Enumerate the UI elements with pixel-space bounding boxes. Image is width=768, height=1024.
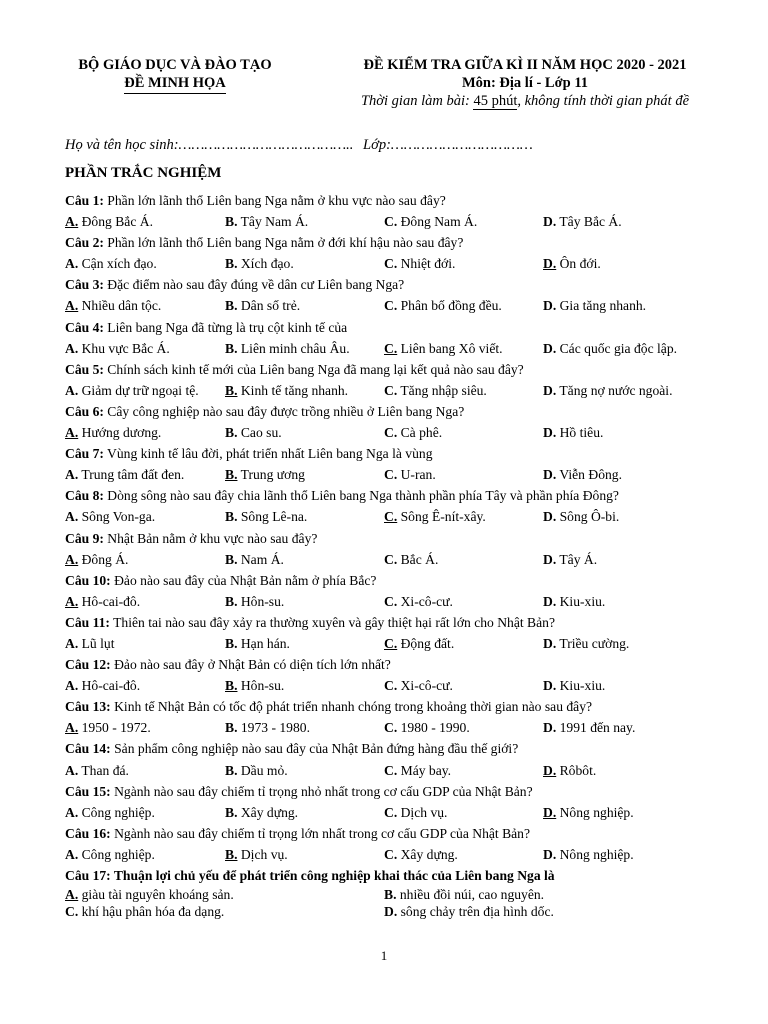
question-text: Nhật Bản nằm ở khu vực nào sau đây?: [103, 530, 318, 546]
exam-type-label: ĐỀ MINH HỌA: [124, 74, 226, 94]
answer-option[interactable]: [65, 549, 128, 570]
option-text: Hồ tiêu.: [556, 425, 604, 441]
option-key: A.: [65, 762, 79, 778]
answer-option[interactable]: [225, 802, 298, 823]
option-key: A.: [65, 467, 79, 483]
option-key: B.: [225, 509, 238, 525]
answer-option[interactable]: [384, 549, 438, 570]
question-text: Thuận lợi chủ yếu để phát triển công nghiệp khai thác của Liên bang Nga là: [110, 868, 555, 883]
option-text: 1980 - 1990.: [397, 720, 470, 736]
option-key: B.: [225, 425, 238, 441]
question-list: [65, 190, 745, 920]
answer-option[interactable]: [384, 211, 477, 232]
time-prefix: Thời gian làm bài:: [360, 93, 474, 109]
option-key: C.: [384, 214, 398, 230]
question-label: Câu 12:: [65, 657, 111, 673]
subject-line: Môn: Địa lí - Lớp 11: [461, 75, 589, 91]
question-label: Câu 14:: [65, 741, 111, 757]
answer-option[interactable]: [543, 591, 605, 612]
option-key: B.: [225, 593, 238, 609]
option-text: Đông Á.: [78, 551, 129, 567]
option-key: A.: [65, 678, 79, 694]
option-text: Đông Nam Á.: [397, 214, 478, 230]
option-text: Cà phê.: [397, 425, 443, 441]
options-row: [65, 802, 745, 823]
option-key: D.: [543, 256, 557, 272]
options-row: [65, 675, 745, 696]
question-stem: [65, 359, 745, 380]
answer-option[interactable]: [225, 253, 294, 274]
option-text: Hôn-su.: [237, 678, 285, 694]
option-text: Xây dựng.: [397, 846, 458, 862]
answer-option[interactable]: [543, 760, 596, 781]
options-row: [65, 633, 745, 654]
option-text: Giảm dự trữ ngoại tệ.: [78, 382, 199, 398]
option-key: A.: [65, 509, 79, 525]
question-label: Câu 10:: [65, 572, 111, 588]
option-text: Dịch vụ.: [237, 846, 288, 862]
answer-option[interactable]: [384, 591, 453, 612]
answer-option[interactable]: [65, 464, 184, 485]
option-key: A.: [65, 593, 79, 609]
question-label: Câu 16:: [65, 825, 111, 841]
option-text: Nhiệt đới.: [397, 256, 456, 272]
question-text: Cây công nghiệp nào sau đây được trồng nhiều ở Liên bang Nga?: [103, 403, 465, 419]
option-text: Dầu mỏ.: [237, 762, 288, 778]
question-stem: [65, 232, 745, 253]
option-text: Khu vực Bắc Á.: [78, 340, 170, 356]
option-text: Sông Ô-bi.: [556, 509, 620, 525]
option-key: C.: [384, 256, 398, 272]
option-text: Tây Bắc Á.: [556, 214, 622, 230]
option-text: Sông Lê-na.: [237, 509, 308, 525]
question-text: Đảo nào sau đây của Nhật Bản nằm ở phía Bắc?: [110, 572, 377, 588]
option-key: D.: [543, 382, 557, 398]
option-key: B.: [384, 887, 397, 903]
option-key: B.: [225, 846, 238, 862]
option-key: B.: [225, 298, 238, 314]
option-key: C.: [384, 298, 398, 314]
option-key: B.: [225, 256, 238, 272]
option-key: A.: [65, 551, 79, 567]
answer-option[interactable]: [543, 464, 622, 485]
option-text: nhiều đồi núi, cao nguyên.: [396, 887, 545, 903]
question-label: Câu 8:: [65, 488, 104, 504]
options-row: [65, 506, 745, 527]
option-key: D.: [384, 904, 398, 920]
answer-option[interactable]: [225, 380, 348, 401]
option-text: U-ran.: [397, 467, 436, 483]
options-row: [65, 253, 745, 274]
option-text: Than đá.: [78, 762, 129, 778]
question-label: Câu 11:: [65, 614, 110, 630]
option-text: Sông Von-ga.: [78, 509, 156, 525]
answer-option[interactable]: [65, 633, 114, 654]
option-text: Rôbôt.: [556, 762, 597, 778]
answer-option[interactable]: [543, 675, 605, 696]
answer-option[interactable]: [225, 506, 307, 527]
answer-option[interactable]: [384, 802, 447, 823]
option-key: D.: [543, 593, 557, 609]
option-key: B.: [225, 382, 238, 398]
option-text: Tăng nợ nước ngoài.: [556, 382, 673, 398]
option-key: D.: [543, 635, 557, 651]
answer-option[interactable]: [225, 760, 288, 781]
answer-option[interactable]: [65, 506, 155, 527]
answer-option[interactable]: [384, 675, 453, 696]
answer-option[interactable]: [543, 633, 629, 654]
answer-option[interactable]: [543, 717, 635, 738]
question-stem: [65, 274, 745, 295]
answer-option[interactable]: [225, 464, 305, 485]
question-stem: [65, 865, 745, 886]
option-text: Đông Bắc Á.: [78, 214, 153, 230]
option-text: 1973 - 1980.: [237, 720, 310, 736]
answer-option[interactable]: [384, 506, 486, 527]
option-key: B.: [225, 762, 238, 778]
question-label: Câu 17:: [65, 868, 111, 883]
student-info-line: [65, 137, 539, 154]
options-row: [65, 380, 745, 401]
option-text: Cận xích đạo.: [78, 256, 157, 272]
question-stem: [65, 317, 745, 338]
options-row: [65, 211, 745, 232]
option-key: B.: [225, 340, 238, 356]
question-text: Chính sách kinh tế mới của Liên bang Nga đã mang lại kết quả nào sau đây?: [103, 361, 524, 377]
answer-option[interactable]: [543, 295, 646, 316]
question-stem: [65, 823, 745, 844]
answer-option[interactable]: [384, 295, 502, 316]
option-text: 1991 đến nay.: [556, 720, 636, 736]
answer-option[interactable]: [543, 211, 622, 232]
question-text: Đảo nào sau đây ở Nhật Bản có diện tích lớn nhất?: [110, 657, 391, 673]
option-key: D.: [543, 298, 557, 314]
option-text: Nông nghiệp.: [556, 846, 634, 862]
answer-option[interactable]: [543, 253, 601, 274]
option-key: B.: [225, 467, 238, 483]
question-stem: [65, 528, 745, 549]
option-key: C.: [65, 904, 79, 920]
answer-option[interactable]: [543, 802, 634, 823]
option-key: C.: [384, 846, 398, 862]
option-text: Gia tăng nhanh.: [556, 298, 647, 314]
answer-option[interactable]: [384, 253, 455, 274]
option-text: Công nghiệp.: [78, 846, 155, 862]
question-text: Đặc điểm nào sau đây đúng về dân cư Liên bang Nga?: [103, 277, 405, 293]
option-text: Phân bố đồng đều.: [397, 298, 502, 314]
question-text: Dòng sông nào sau đây chia lãnh thổ Liên bang Nga thành phần phía Tây và phần phía Đông?: [103, 488, 619, 504]
option-text: Xây dựng.: [237, 804, 299, 820]
option-text: Hô-cai-đô.: [78, 593, 141, 609]
answer-option[interactable]: [225, 844, 288, 865]
option-text: Xi-cô-cư.: [397, 678, 453, 694]
option-key: D.: [543, 762, 557, 778]
answer-option[interactable]: [543, 549, 597, 570]
question-stem: [65, 190, 745, 211]
page-number: 1: [380, 948, 388, 963]
answer-option[interactable]: [384, 464, 436, 485]
option-text: Máy bay.: [397, 762, 452, 778]
option-key: D.: [543, 214, 557, 230]
option-key: D.: [543, 846, 557, 862]
answer-option[interactable]: [65, 591, 140, 612]
option-key: B.: [225, 720, 238, 736]
header-right: [315, 56, 735, 110]
options-row: [65, 549, 745, 570]
question-label: Câu 7:: [65, 446, 104, 462]
option-key: A.: [65, 720, 79, 736]
answer-option[interactable]: [65, 802, 155, 823]
exam-title: ĐỀ KIỂM TRA GIỮA KÌ II NĂM HỌC 2020 - 2021: [363, 57, 687, 73]
option-text: khí hậu phân hóa đa dạng.: [78, 904, 225, 920]
options-row: [65, 464, 745, 485]
option-key: C.: [384, 635, 398, 651]
option-text: 1950 - 1972.: [78, 720, 151, 736]
answer-option[interactable]: [225, 295, 300, 316]
answer-option[interactable]: [543, 506, 619, 527]
question-stem: [65, 738, 745, 759]
option-text: Liên bang Xô viết.: [397, 340, 503, 356]
question-text: Ngành nào sau đây chiếm tỉ trọng lớn nhất trong cơ cấu GDP của Nhật Bản?: [110, 825, 531, 841]
option-text: Lũ lụt: [78, 635, 115, 651]
time-line: [315, 92, 735, 110]
answer-option[interactable]: [384, 380, 487, 401]
option-text: Kinh tế tăng nhanh.: [237, 382, 349, 398]
option-text: Xích đạo.: [237, 256, 294, 272]
answer-option[interactable]: [65, 844, 155, 865]
option-text: Tây Á.: [556, 551, 598, 567]
question-text: Liên bang Nga đã từng là trụ cột kinh tế của: [103, 319, 348, 335]
option-key: B.: [225, 804, 238, 820]
option-key: C.: [384, 762, 398, 778]
options-row: [65, 903, 745, 920]
option-text: Triều cường.: [556, 635, 630, 651]
answer-option[interactable]: [65, 295, 161, 316]
question-label: Câu 3:: [65, 277, 104, 293]
option-key: D.: [543, 678, 557, 694]
options-row: [65, 717, 745, 738]
option-text: Nhiều dân tộc.: [78, 298, 162, 314]
option-key: C.: [384, 804, 398, 820]
question-text: Kinh tế Nhật Bản có tốc độ phát triển nhanh chóng trong khoảng thời gian nào sau đây?: [110, 699, 593, 715]
option-key: C.: [384, 593, 398, 609]
option-key: C.: [384, 509, 398, 525]
question-stem: [65, 443, 745, 464]
option-text: Bắc Á.: [397, 551, 439, 567]
options-row: [65, 886, 745, 903]
answer-option[interactable]: [543, 844, 634, 865]
answer-option[interactable]: [225, 675, 284, 696]
ministry-name: BỘ GIÁO DỤC VÀ ĐÀO TẠO: [78, 57, 272, 73]
answer-option[interactable]: [65, 903, 224, 920]
option-text: Công nghiệp.: [78, 804, 155, 820]
option-text: Hướng dương.: [78, 425, 162, 441]
question-stem: [65, 401, 745, 422]
option-key: A.: [65, 256, 79, 272]
option-text: Sông Ê-nít-xây.: [397, 509, 486, 525]
option-text: Xi-cô-cư.: [397, 593, 453, 609]
answer-option[interactable]: [65, 338, 170, 359]
option-text: Dịch vụ.: [397, 804, 448, 820]
question-label: Câu 5:: [65, 361, 104, 377]
answer-option[interactable]: [384, 760, 451, 781]
answer-option[interactable]: [384, 422, 442, 443]
option-key: C.: [384, 340, 398, 356]
option-key: D.: [543, 509, 557, 525]
option-key: D.: [543, 720, 557, 736]
options-row: [65, 844, 745, 865]
answer-option[interactable]: [65, 717, 151, 738]
options-row: [65, 591, 745, 612]
option-key: D.: [543, 804, 557, 820]
option-key: C.: [384, 551, 398, 567]
time-suffix: , không tính thời gian phát đề: [517, 93, 690, 109]
option-key: A.: [65, 804, 79, 820]
answer-option[interactable]: [543, 422, 603, 443]
option-key: A.: [65, 425, 79, 441]
option-key: B.: [225, 214, 238, 230]
options-row: [65, 422, 745, 443]
option-key: B.: [225, 678, 238, 694]
question-label: Câu 15:: [65, 783, 111, 799]
option-key: D.: [543, 340, 557, 356]
question-text: Ngành nào sau đây chiếm tỉ trọng nhỏ nhất trong cơ cấu GDP của Nhật Bản?: [110, 783, 533, 799]
question-label: Câu 13:: [65, 699, 111, 715]
question-text: Phần lớn lãnh thổ Liên bang Nga nằm ở khu vực nào sau đây?: [103, 193, 446, 208]
answer-option[interactable]: [543, 380, 672, 401]
option-key: C.: [384, 720, 398, 736]
question-text: Phần lớn lãnh thổ Liên bang Nga nằm ở đới khí hậu nào sau đây?: [103, 235, 464, 251]
option-text: Kiu-xiu.: [556, 678, 606, 694]
question-stem: [65, 696, 745, 717]
option-key: A.: [65, 887, 79, 903]
option-text: Trung ương: [237, 467, 305, 483]
question-label: Câu 1:: [65, 193, 104, 208]
answer-option[interactable]: [65, 253, 157, 274]
answer-option[interactable]: [65, 380, 199, 401]
answer-option[interactable]: [65, 886, 234, 903]
question-label: Câu 4:: [65, 319, 104, 335]
option-text: giàu tài nguyên khoáng sản.: [78, 887, 234, 903]
option-text: sông chảy trên địa hình dốc.: [397, 904, 554, 920]
option-key: A.: [65, 298, 79, 314]
options-row: [65, 760, 745, 781]
option-key: D.: [543, 551, 557, 567]
answer-option[interactable]: [225, 633, 290, 654]
answer-option[interactable]: [384, 886, 544, 903]
answer-option[interactable]: [225, 717, 310, 738]
option-text: Cao su.: [237, 425, 282, 441]
answer-option[interactable]: [65, 422, 161, 443]
question-stem: [65, 781, 745, 802]
option-text: Nam Á.: [237, 551, 284, 567]
option-key: C.: [384, 678, 398, 694]
option-key: A.: [65, 382, 79, 398]
option-key: D.: [543, 425, 557, 441]
option-key: A.: [65, 635, 79, 651]
answer-option[interactable]: [384, 633, 454, 654]
answer-option[interactable]: [384, 903, 554, 920]
answer-option[interactable]: [384, 844, 458, 865]
option-text: Hôn-su.: [237, 593, 285, 609]
option-text: Dân số trẻ.: [237, 298, 301, 314]
question-stem: [65, 612, 745, 633]
question-label: Câu 6:: [65, 403, 104, 419]
header-left: [60, 56, 290, 94]
answer-option[interactable]: [384, 338, 503, 359]
option-key: B.: [225, 551, 238, 567]
option-key: A.: [65, 214, 79, 230]
option-key: C.: [384, 467, 398, 483]
option-text: Trung tâm đất đen.: [78, 467, 185, 483]
question-stem: [65, 485, 745, 506]
question-text: Vùng kinh tế lâu đời, phát triển nhất Liên bang Nga là vùng: [103, 446, 433, 462]
question-stem: [65, 654, 745, 675]
option-text: Liên minh châu Âu.: [237, 340, 350, 356]
option-key: A.: [65, 340, 79, 356]
answer-option[interactable]: [225, 549, 284, 570]
answer-option[interactable]: [543, 338, 677, 359]
answer-option[interactable]: [384, 717, 470, 738]
answer-option[interactable]: [225, 591, 284, 612]
options-row: [65, 338, 745, 359]
student-name-field: Họ và tên học sinh:…………………………………..: [65, 137, 358, 153]
option-text: Hô-cai-đô.: [78, 678, 141, 694]
answer-option[interactable]: [225, 211, 308, 232]
option-text: Kiu-xiu.: [556, 593, 606, 609]
question-label: Câu 9:: [65, 530, 104, 546]
options-row: [65, 295, 745, 316]
answer-option[interactable]: [225, 338, 350, 359]
section-title: PHẦN TRẮC NGHIỆM: [65, 165, 222, 181]
option-text: Nông nghiệp.: [556, 804, 634, 820]
question-label: Câu 2:: [65, 235, 104, 251]
option-key: A.: [65, 846, 79, 862]
time-value: 45 phút: [473, 93, 518, 109]
question-text: Sản phẩm công nghiệp nào sau đây của Nhật Bản đứng hàng đầu thế giới?: [110, 741, 519, 757]
option-text: Tăng nhập siêu.: [397, 382, 487, 398]
answer-option[interactable]: [65, 675, 140, 696]
option-text: Ôn đới.: [556, 256, 601, 272]
option-key: C.: [384, 382, 398, 398]
answer-option[interactable]: [225, 422, 282, 443]
class-field: Lớp:……………………………: [363, 137, 533, 153]
question-stem: [65, 570, 745, 591]
answer-option[interactable]: [65, 211, 153, 232]
option-text: Viễn Đông.: [556, 467, 622, 483]
answer-option[interactable]: [65, 760, 129, 781]
option-key: D.: [543, 467, 557, 483]
option-text: Các quốc gia độc lập.: [556, 340, 678, 356]
option-text: Tây Nam Á.: [237, 214, 309, 230]
option-text: Hạn hán.: [237, 635, 290, 651]
option-text: Động đất.: [397, 635, 455, 651]
question-text: Thiên tai nào sau đây xảy ra thường xuyên và gây thiệt hại rất lớn cho Nhật Bản?: [109, 614, 555, 630]
option-key: C.: [384, 425, 398, 441]
option-key: B.: [225, 635, 238, 651]
